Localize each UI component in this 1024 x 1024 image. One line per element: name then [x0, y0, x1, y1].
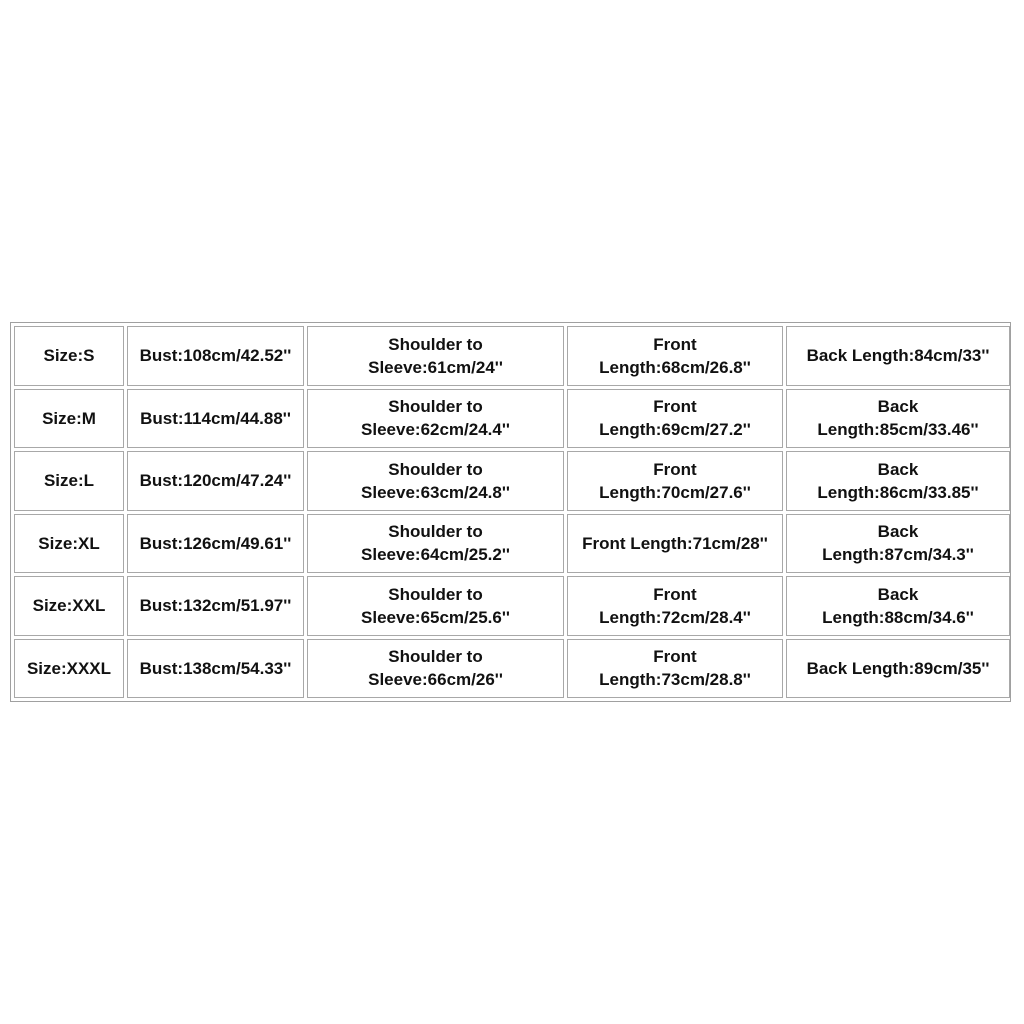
- bust-cell: [127, 514, 304, 574]
- bust-text: Bust:120cm/47.24'': [139, 471, 292, 491]
- bust-cell: [127, 576, 304, 636]
- size-cell: [14, 326, 124, 386]
- front-length-line: Front: [653, 459, 697, 479]
- table-row: [14, 451, 1010, 511]
- front-length-line: Length:68cm/26.8'': [599, 357, 751, 377]
- shoulder-to-sleeve-cell: [307, 639, 564, 699]
- back-length-line: Length:87cm/34.3'': [822, 545, 974, 565]
- size-chart-body: [14, 326, 1010, 698]
- front-length-line: Length:72cm/28.4'': [599, 607, 751, 627]
- bust-text: Bust:132cm/51.97'': [139, 596, 292, 616]
- front-length-cell: [567, 576, 783, 636]
- back-length-line: Back Length:84cm/33'': [806, 346, 990, 366]
- back-length-line: Back: [877, 397, 919, 417]
- size-text: Size:L: [43, 471, 95, 491]
- size-cell: [14, 514, 124, 574]
- back-length-cell: [786, 389, 1010, 449]
- shoulder-to-sleeve-line: Shoulder to: [388, 334, 483, 354]
- front-length-line: Front Length:71cm/28'': [582, 533, 768, 553]
- bust-cell: [127, 389, 304, 449]
- size-chart-table: [11, 323, 1013, 701]
- front-length-line: Front: [653, 397, 697, 417]
- front-length-line: Length:70cm/27.6'': [599, 482, 751, 502]
- front-length-line: Front: [653, 334, 697, 354]
- shoulder-to-sleeve-line: Shoulder to: [388, 522, 483, 542]
- size-text: Size:XL: [38, 533, 100, 553]
- back-length-cell: [786, 326, 1010, 386]
- table-row: [14, 389, 1010, 449]
- shoulder-to-sleeve-line: Sleeve:61cm/24'': [368, 357, 503, 377]
- shoulder-to-sleeve-line: Sleeve:64cm/25.2'': [361, 545, 510, 565]
- shoulder-to-sleeve-cell: [307, 451, 564, 511]
- shoulder-to-sleeve-line: Shoulder to: [388, 584, 483, 604]
- front-length-cell: [567, 326, 783, 386]
- bust-text: Bust:126cm/49.61'': [139, 533, 292, 553]
- bust-text: Bust:108cm/42.52'': [139, 346, 292, 366]
- size-cell: [14, 451, 124, 511]
- bust-text: Bust:114cm/44.88'': [140, 408, 291, 428]
- size-cell: [14, 576, 124, 636]
- size-text: Size:M: [42, 408, 96, 428]
- table-row: [14, 326, 1010, 386]
- size-cell: [14, 639, 124, 699]
- table-row: [14, 576, 1010, 636]
- shoulder-to-sleeve-line: Shoulder to: [388, 397, 483, 417]
- shoulder-to-sleeve-line: Shoulder to: [388, 647, 483, 667]
- back-length-line: Back: [877, 584, 919, 604]
- front-length-cell: [567, 451, 783, 511]
- shoulder-to-sleeve-cell: [307, 389, 564, 449]
- back-length-line: Length:85cm/33.46'': [817, 420, 979, 440]
- shoulder-to-sleeve-line: Sleeve:62cm/24.4'': [361, 420, 510, 440]
- bust-cell: [127, 326, 304, 386]
- bust-cell: [127, 451, 304, 511]
- size-cell: [14, 389, 124, 449]
- table-row: [14, 514, 1010, 574]
- shoulder-to-sleeve-line: Sleeve:65cm/25.6'': [361, 607, 510, 627]
- back-length-cell: [786, 514, 1010, 574]
- front-length-cell: [567, 389, 783, 449]
- front-length-cell: [567, 639, 783, 699]
- table-row: [14, 639, 1010, 699]
- size-text: Size:S: [43, 346, 95, 366]
- shoulder-to-sleeve-line: Sleeve:66cm/26'': [368, 670, 503, 690]
- front-length-line: Length:69cm/27.2'': [599, 420, 751, 440]
- back-length-cell: [786, 451, 1010, 511]
- size-text: Size:XXL: [32, 596, 106, 616]
- back-length-line: Back Length:89cm/35'': [806, 658, 990, 678]
- shoulder-to-sleeve-line: Sleeve:63cm/24.8'': [361, 482, 510, 502]
- shoulder-to-sleeve-cell: [307, 576, 564, 636]
- bust-cell: [127, 639, 304, 699]
- back-length-line: Back: [877, 459, 919, 479]
- front-length-line: Length:73cm/28.8'': [599, 670, 751, 690]
- back-length-line: Length:86cm/33.85'': [817, 482, 979, 502]
- shoulder-to-sleeve-line: Shoulder to: [388, 459, 483, 479]
- back-length-line: Back: [877, 522, 919, 542]
- shoulder-to-sleeve-cell: [307, 514, 564, 574]
- size-chart-frame: [10, 322, 1011, 702]
- front-length-line: Front: [653, 647, 697, 667]
- size-text: Size:XXXL: [26, 658, 112, 678]
- back-length-cell: [786, 576, 1010, 636]
- front-length-line: Front: [653, 584, 697, 604]
- shoulder-to-sleeve-cell: [307, 326, 564, 386]
- bust-text: Bust:138cm/54.33'': [139, 658, 292, 678]
- back-length-cell: [786, 639, 1010, 699]
- back-length-line: Length:88cm/34.6'': [822, 607, 974, 627]
- front-length-cell: [567, 514, 783, 574]
